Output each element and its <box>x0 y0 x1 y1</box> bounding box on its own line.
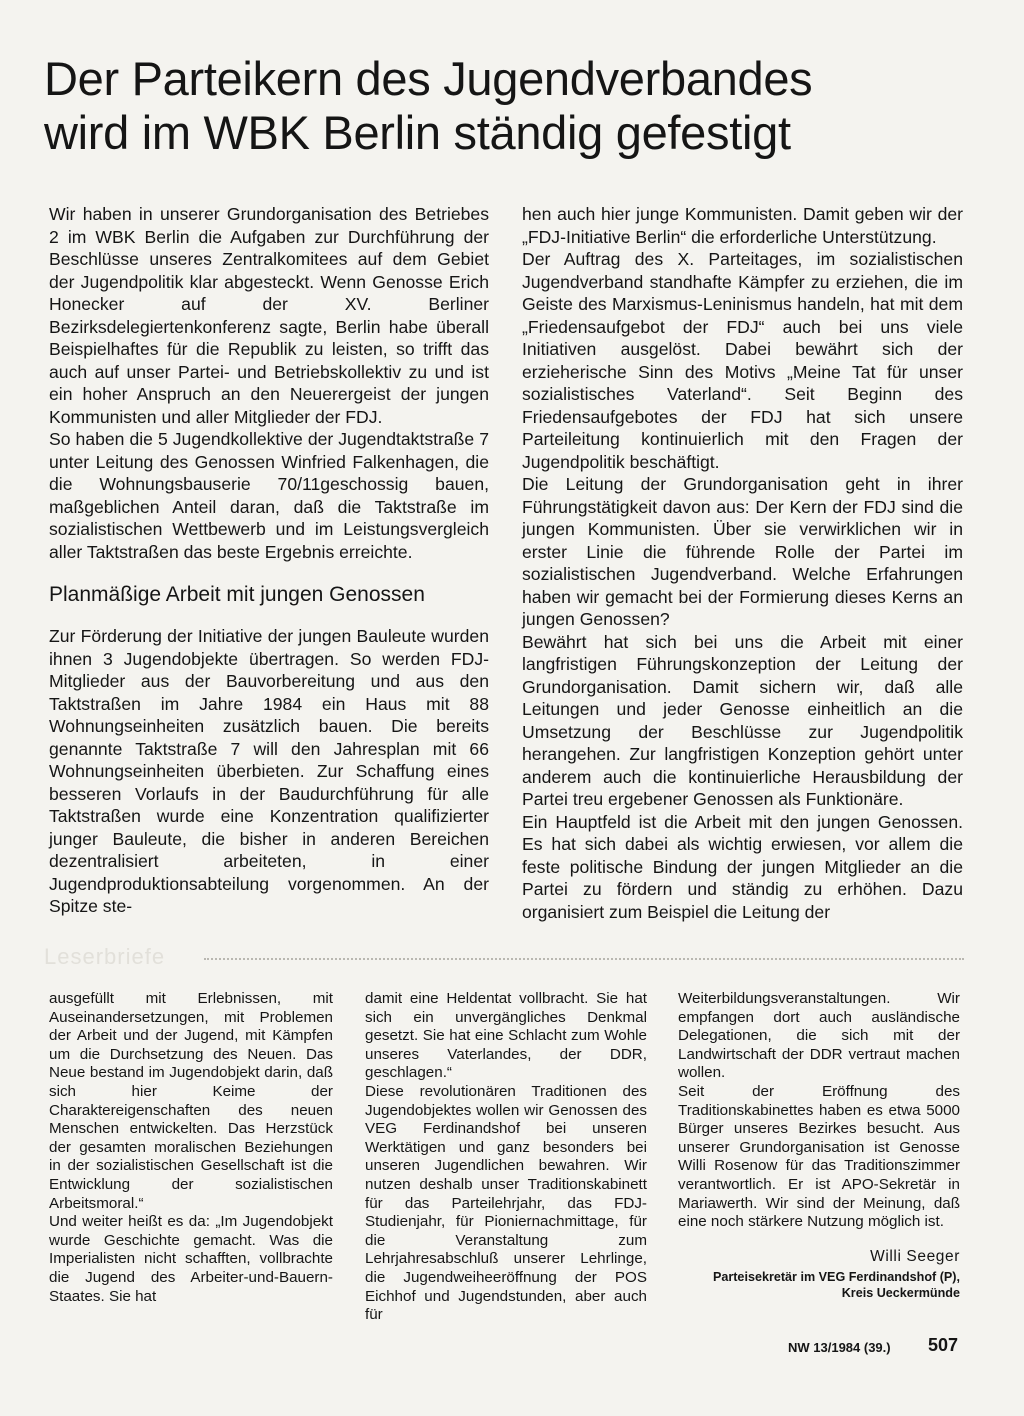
title-line-2: wird im WBK Berlin ständig gefestigt <box>44 106 791 159</box>
issue-label: NW 13/1984 (39.) <box>788 1340 891 1355</box>
paragraph: Seit der Eröffnung des Traditionskabinettes haben es etwa 5000 Bürger unseres Bezirkes besucht. Aus unserer Grundorganisation ist Genosse Willi Rosenow für das Traditionszimmer verantwortlich. Er ist APO-Sekretär in Mariawerth. Wir sind der Meinung, daß eine noch stärkere Nutzung möglich ist. <box>678 1082 960 1231</box>
lower-column-3 <box>678 990 960 1301</box>
author-signature: Willi Seeger <box>870 1247 960 1265</box>
paragraph: ausgefüllt mit Erlebnissen, mit Auseinandersetzungen, mit Problemen der Arbeit und der Jugend, mit Kämpfen um die Durchsetzung des Neuen. Das Neue bestand im Jugendobjekt darin, daß sich hier Keime der Charaktereigenschaften des neuen Menschen entwickelten. Das Herzstück der gesamten moralischen Beziehungen in der sozialistischen Gesellschaft ist die Entwicklung der sozialistischen Arbeitsmoral.“ <box>49 990 333 1212</box>
author-affiliation-line-2: Kreis Ueckermünde <box>841 1285 960 1300</box>
paragraph: Ein Hauptfeld ist die Arbeit mit den jungen Genossen. Es hat sich dabei als wichtig erwiesen, vor allem die feste politische Bindung der jungen Mitglieder an die Partei zu fördern und ständig zu erhöhen. Dazu organisiert zum Beispiel die Leitung der <box>522 811 963 922</box>
lower-column-2 <box>365 990 647 1325</box>
title-line-1: Der Parteikern des Jugendverbandes <box>44 52 813 105</box>
paragraph: Und weiter heißt es da: „Im Jugendobjekt wurde Geschichte gemacht. Was die Imperialisten nicht schafften, vollbrachte die Jugend des Arbeiter-und-Bauern-Staates. Sie hat <box>49 1213 333 1305</box>
paragraph: Bewährt hat sich bei uns die Arbeit mit einer langfristigen Führungskonzeption der Leitung der Grundorganisation. Damit sichern wir, daß alle Leitungen und jeder Genosse einheitlich an die Umsetzung der Beschlüsse zur Jugendpolitik herangehen. Zur langfristigen Konzeption gehört unter anderem auch die kontinuierliche Herausbildung der Partei treu ergebener Genossen als Funktionäre. <box>522 631 963 809</box>
paragraph: damit eine Heldentat vollbracht. Sie hat sich ein unvergängliches Denkmal gesetzt. Sie hat eine Schlacht zum Wohle unseres Vaterlandes, der DDR, geschlagen.“ <box>365 990 647 1082</box>
paragraph: Der Auftrag des X. Parteitages, im sozialistischen Jugendverband standhafte Kämpfer zu erziehen, die im Geiste des Marxismus-Leninismus handeln, hat mit dem „Friedensaufgebot der FDJ“ auch bei uns viele Initiativen ausgelöst. Dabei bewährt sich der erzieherische Sinn des Motivs „Meine Tat für unser sozialistisches Vaterland“. Seit Beginn des Friedensaufgebotes der FDJ hat sich unsere Parteileitung kontinuierlich mit den Fragen der Jugendpolitik beschäftigt. <box>522 249 963 472</box>
section-divider <box>44 944 964 969</box>
lower-column-1 <box>49 990 333 1306</box>
upper-left-column <box>49 203 489 918</box>
ghost-section-label: Leserbriefe <box>44 944 166 969</box>
paragraph: So haben die 5 Jugendkollektive der Jugendtaktstraße 7 unter Leitung des Genossen Winfried Falkenhagen, die die Wohnungsbauserie 70/11geschossig bauen, maßgeblichen Anteil daran, daß die Taktstraße im sozialistischen Wettbewerb und im Leistungsvergleich aller Taktstraßen das beste Ergebnis erreichte. <box>49 429 489 562</box>
section-subheading: Planmäßige Arbeit mit jungen Genossen <box>49 583 425 606</box>
article-title <box>44 52 944 160</box>
author-affiliation-line-1: Parteisekretär im VEG Ferdinandshof (P), <box>712 1270 960 1285</box>
paragraph: Wir haben in unserer Grundorganisation des Betriebes 2 im WBK Berlin die Aufgaben zur Durchführung der Beschlüsse unseres Zentralkomitees auf dem Gebiet der Jugendpolitik klar abgesteckt. Wenn Genosse Erich Honecker auf der XV. Berliner Bezirksdelegiertenkonferenz sagte, Berlin habe überall Beispielhaftes für die Republik zu leisten, so trifft das auch auf unser Partei- und Betriebskollektiv zu und ist ein hoher Anspruch an den Neuerergeist der jungen Kommunisten und aller Mitglieder der FDJ. <box>49 204 489 427</box>
paragraph: Diese revolutionären Traditionen des Jugendobjektes wollen wir Genossen des VEG Ferdinandshof bei unseren Werktätigen und ganz besonders bei unseren Jugendlichen bewahren. Wir nutzen deshalb unser Traditionskabinett für das Parteilehrjahr, das FDJ-Studienjahr, für Pioniernachmittage, für die Veranstaltung zum Lehrjahresabschluß unserer Lehrlinge, die Jugendweiheeröffnung der POS Eichhof und Jugendstunden, aber auch für <box>365 1082 647 1324</box>
paragraph: Zur Förderung der Initiative der jungen Bauleute wurden ihnen 3 Jugendobjekte übertragen. So werden FDJ-Mitglieder aus der Bauvorbereitung und aus den Taktstraßen im Jahre 1984 ein Haus mit 88 Wohnungseinheiten zusätzlich bauen. Die bereits genannte Taktstraße 7 will den Jahresplan mit 66 Wohnungseinheiten überbieten. Zur Schaffung eines besseren Vorlaufs in der Baudurchführung für alle Taktstraßen wurde eine Konzentration qualifizierter junger Bauleute, die bisher in anderen Bereichen dezentralisiert arbeiteten, in einer Jugendproduktionsabteilung vorgenommen. An der Spitze ste- <box>49 626 489 916</box>
paragraph: Weiterbildungsveranstaltungen. Wir empfangen dort auch ausländische Delegationen, die sich mit der Landwirtschaft der DDR vertraut machen wollen. <box>678 990 960 1082</box>
upper-right-column <box>522 203 963 923</box>
dotted-rule <box>204 958 964 960</box>
page-number: 507 <box>928 1335 959 1355</box>
paragraph: Die Leitung der Grundorganisation geht in ihrer Führungstätigkeit davon aus: Der Kern der FDJ sind die jungen Kommunisten. Über sie verwirklichen wir in erster Linie die führende Rolle der Partei im sozialistischen Jugendverband. Welche Erfahrungen haben wir gemacht bei der Formierung dieses Kerns an jungen Genossen? <box>522 474 963 629</box>
paragraph: hen auch hier junge Kommunisten. Damit geben wir der „FDJ-Initiative Berlin“ die erforderliche Unterstützung. <box>522 204 963 247</box>
